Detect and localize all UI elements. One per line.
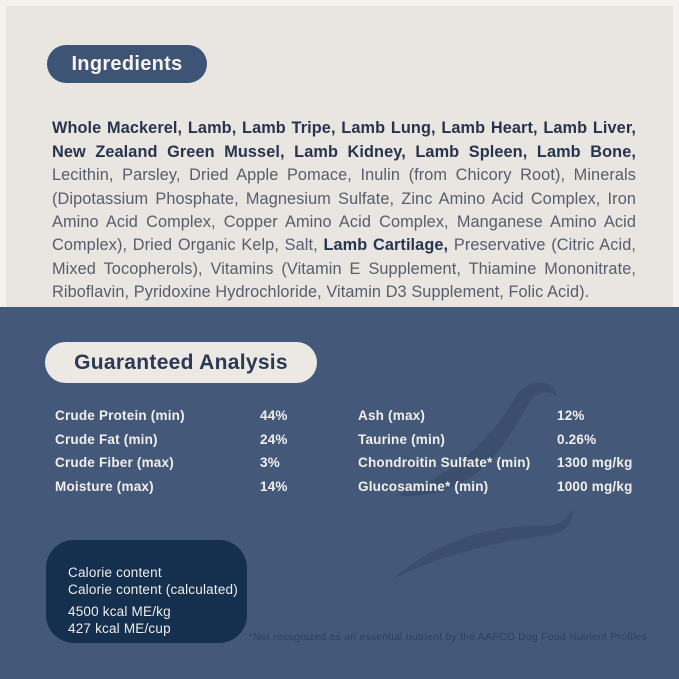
nutrient-label: Glucosamine* (min) [358,478,489,494]
calorie-content-label: Calorie content [68,565,162,580]
nutrient-value: 0.26% [557,431,597,447]
nutrient-label: Moisture (max) [55,478,154,494]
nutrient-label: Crude Fat (min) [55,431,158,447]
calorie-content-calculated-label: Calorie content (calculated) [68,581,238,597]
guaranteed-analysis-heading-pill [45,342,317,383]
table-row [55,475,288,499]
ingredients-regular-tail: Preservative (Citric Acid, Mixed Tocopherols), Vitamins (Vitamin E Supplement, Thiamine Mononitrate, Riboflavin, Pyridoxine Hydrochloride, Vitamin D3 Supplement, Folic Acid). [52,236,636,302]
table-row [358,451,633,475]
nutrient-label: Crude Protein (min) [55,408,185,424]
calorie-kcal-per-cup: 427 kcal ME/cup [68,620,171,636]
calorie-kcal-per-kg: 4500 kcal ME/kg [68,604,171,619]
nutrient-value: 14% [260,478,288,494]
ingredients-heading-pill [47,45,207,83]
table-row [55,404,288,428]
guaranteed-analysis-section [0,307,679,679]
guaranteed-analysis-left-column [55,404,288,498]
ingredients-bold-mid: Lamb Cartilage, [323,236,449,255]
calorie-content-box [46,540,247,643]
nutrient-value: 1000 mg/kg [557,478,633,494]
nutrient-value: 24% [260,431,288,447]
table-row [358,475,633,499]
ingredients-regular-mid: Lecithin, Parsley, Dried Apple Pomace, Inulin (from Chicory Root), Minerals (Dipotassium Phosphate, Magnesium Sulfate, Zinc Amino Acid Complex, Iron Amino Acid Complex, Copper Amino Acid Complex, Manganese Amino Acid Complex), Dried Organic Kelp, Salt, [52,166,636,255]
guaranteed-analysis-right-column [358,404,633,498]
table-row [358,428,633,452]
ingredients-section [0,0,679,307]
nutrient-label: Crude Fiber (max) [55,455,174,471]
nutrient-value: 3% [260,455,280,471]
table-row [55,428,288,452]
ingredients-bold-lead: Whole Mackerel, Lamb, Lamb Tripe, Lamb Lung, Lamb Heart, Lamb Liver, New Zealand Green Mussel, Lamb Kidney, Lamb Spleen, Lamb Bone, [52,119,636,161]
table-row [358,404,633,428]
table-row [55,451,288,475]
aafco-footnote: *Not recognized as an essential nutrient by the AAFCO Dog Food Nutrient Profiles [248,631,647,643]
ingredients-heading: Ingredients [71,52,183,75]
nutrient-value: 12% [557,408,585,424]
ingredients-paragraph [52,117,636,304]
guaranteed-analysis-heading: Guaranteed Analysis [74,350,288,374]
nutrient-value: 1300 mg/kg [557,455,633,471]
nutrient-label: Chondroitin Sulfate* (min) [358,455,531,471]
nutrient-value: 44% [260,408,288,424]
nutrient-label: Taurine (min) [358,431,446,447]
nutrient-label: Ash (max) [358,408,426,424]
